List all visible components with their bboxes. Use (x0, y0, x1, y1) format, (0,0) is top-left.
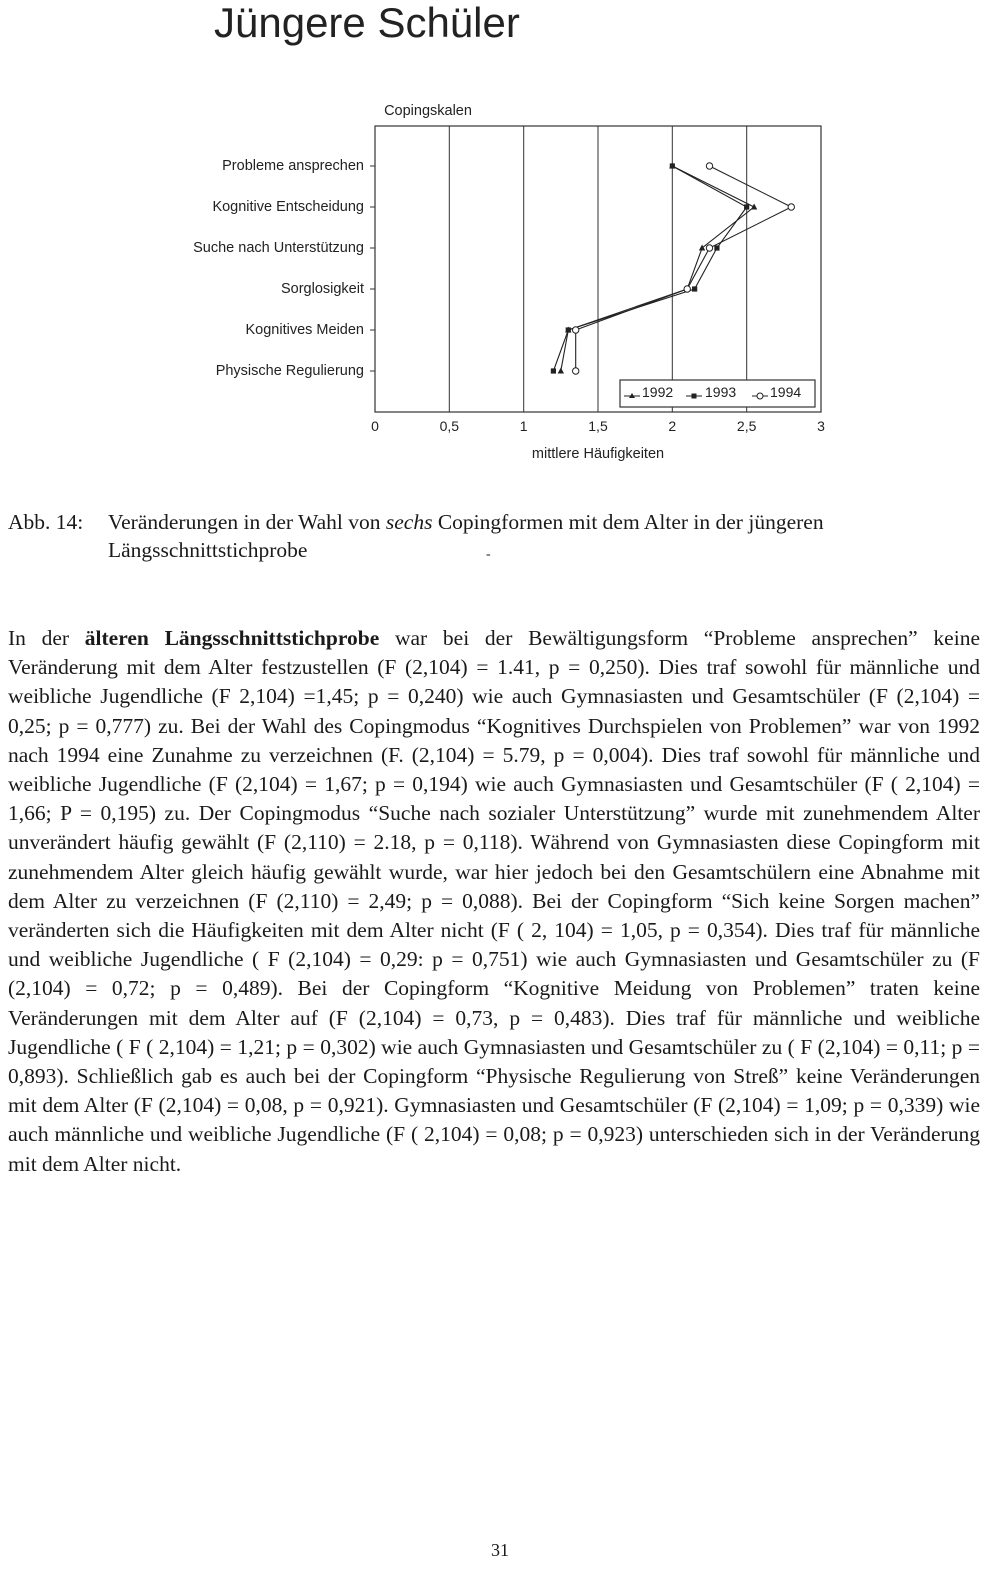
chart-legend (620, 380, 815, 407)
point-1993 (714, 245, 719, 250)
x-tick-label: 1,5 (588, 418, 608, 434)
legend-label-1994: 1994 (770, 384, 802, 400)
x-axis-label: mittlere Häufigkeiten (531, 446, 665, 462)
category-label: Sorglosigkeit (280, 281, 364, 297)
x-tick-label: 0,5 (439, 418, 460, 434)
point-1994 (706, 163, 712, 169)
caption-stray-mark: - (486, 547, 491, 562)
category-label: Physische Regulierung (215, 363, 364, 379)
point-1993 (692, 286, 697, 291)
point-1992 (751, 204, 757, 210)
legend-marker-1994 (757, 393, 763, 399)
body-bold: älteren Längsschnittstichprobe (84, 626, 380, 650)
chart-title: Copingskalen (384, 103, 472, 119)
x-tick-label: 3 (817, 418, 825, 434)
point-1993 (551, 368, 556, 373)
series-line-1994 (576, 166, 792, 371)
x-tick-label: 2,5 (736, 418, 757, 434)
coping-chart (0, 90, 1000, 470)
figure-caption (8, 508, 978, 564)
caption-text-before: Veränderungen in der Wahl von (108, 510, 381, 534)
body-paragraph (8, 624, 980, 1179)
x-tick-label: 1 (519, 418, 528, 434)
point-1994 (684, 286, 690, 292)
caption-text-after: Copingformen mit dem Alter in der jüngeren (437, 510, 824, 534)
page-heading: Jüngere Schüler (214, 0, 520, 46)
x-axis (371, 418, 825, 434)
point-1994 (573, 368, 579, 374)
x-tick-label: 2 (668, 418, 677, 434)
point-1994 (706, 245, 712, 251)
chart-grid (449, 126, 746, 412)
caption-label: Abb. 14: (8, 510, 84, 534)
series-line-1993 (553, 166, 746, 371)
point-1994 (788, 204, 794, 210)
category-label: Probleme ansprechen (222, 158, 364, 174)
point-1993 (670, 163, 675, 168)
category-label: Kognitive Entscheidung (212, 199, 364, 215)
legend-marker-1993 (692, 394, 697, 399)
point-1992 (699, 245, 705, 251)
caption-line2: Längsschnittstichprobe (108, 538, 308, 562)
category-axis (193, 158, 375, 379)
series-line-1992 (561, 166, 754, 371)
category-label: Suche nach Unterstützung (193, 240, 364, 256)
body-text: war bei der Bewältigungsform “Probleme ansprechen” keine Veränderung mit dem Alter festzustellen (F (2,104) = 1.41, p = 0,250). Dies traf sowohl für männliche und weibliche Jugendliche (F 2,104) =1,45; p = 0,240) wie auch Gymnasiasten und Gesamtschüler (F (2,104) = 0,25; p = 0,777) zu. Bei der Wahl des Copingmodus “Kognitives Durchspielen von Problemen” war von 1992 nach 1994 eine Zunahme zu verzeichnen (F. (2,104) = 5.79, p = 0,004). Dies traf sowohl für männliche und weibliche Jugendliche (F (2,104) = 1,67; p = 0,194) wie auch Gymnasiasten und Gesamtschüler (F ( 2,104) = 1,66; P = 0,195) zu. Der Copingmodus “Suche nach sozialer Unterstützung” wurde mit zunehmendem Alter unverändert häufig gewählt (F (2,110) = 2.18, p = 0,118). Während von Gymnasiasten diese Copingform mit zunehmendem Alter gleich häufig gewählt wurde, war hier jedoch bei den Gesamtschülern eine Abnahme mit dem Alter zu verzeichnen (F (2,110) = 2,49; p = 0,088). Bei der Copingform “Sich keine Sorgen machen” veränderten sich die Häufigkeiten mit dem Alter nicht (F ( 2, 104) = 1,05, p = 0,354). Dies traf für männliche und weibliche Jugendliche ( F (2,104) = 0,29: p = 0,751) wie auch Gymnasiasten und Gesamtschüler zu (F (2,104) = 0,72; p = 0,489). Bei der Copingform “Kognitive Meidung von Problemen” traten keine Veränderungen mit dem Alter auf (F (2,104) = 0,73, p = 0,483). Dies traf für männliche und weibliche Jugendliche ( F ( 2,104) = 1,21; p = 0,302) wie auch Gymnasiasten und Gesamtschüler zu ( F (2,104) = 0,11; p = 0,893). Schließlich gab es auch bei der Copingform “Physische Regulierung von Streß” keine Veränderungen mit dem Alter (F (2,104) = 0,08, p = 0,921). Gymnasiasten und Gesamtschüler (F (2,104) = 1,09; p = 0,339) wie auch männliche und weibliche Jugendliche (F ( 2,104) = 0,08; p = 0,923) unterschieden sich in der Veränderung mit dem Alter nicht. (8, 626, 980, 1176)
x-tick-label: 0 (371, 418, 379, 434)
legend-label-1992: 1992 (642, 384, 674, 400)
point-1994 (573, 327, 579, 333)
legend-label-1993: 1993 (705, 384, 737, 400)
point-1993 (744, 204, 749, 209)
body-intro: In der (8, 626, 70, 650)
point-1992 (558, 368, 564, 374)
category-label: Kognitives Meiden (245, 322, 364, 338)
point-1993 (566, 327, 571, 332)
page-number: 31 (491, 1540, 509, 1560)
caption-italic: sechs (385, 510, 433, 534)
